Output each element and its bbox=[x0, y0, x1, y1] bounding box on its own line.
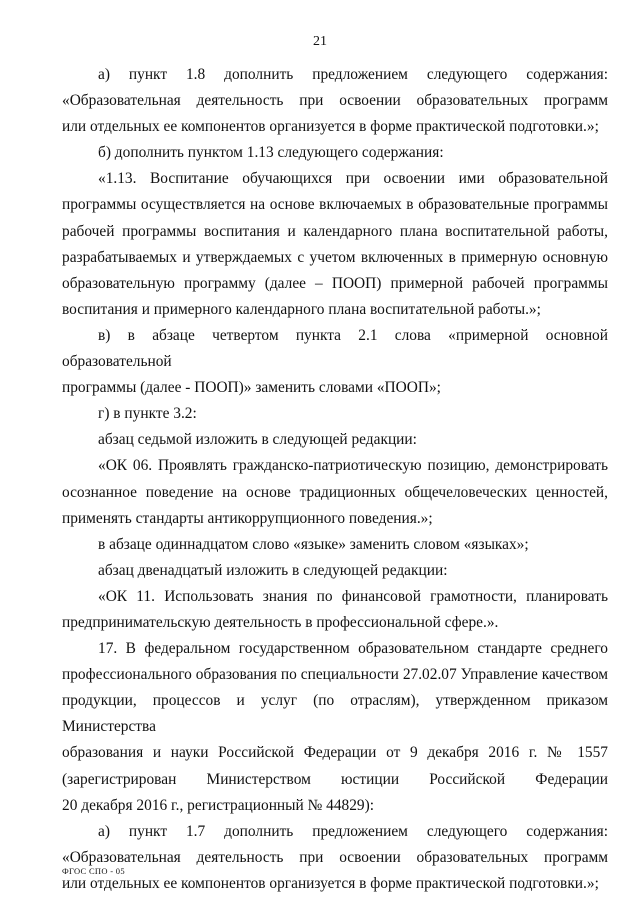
text-line: продукции, процессов и услуг (по отраслям), утвержденном приказом Министерства bbox=[62, 692, 608, 736]
text-line: а) пункт 1.7 дополнить предложением следующего содержания: bbox=[98, 822, 608, 840]
text-line: г) в пункте 3.2: bbox=[98, 405, 197, 423]
text-line: программы осуществляется на основе включаемых в образовательные программы bbox=[62, 196, 608, 214]
text-line: или отдельных ее компонентов организуется в форме практической подготовки.»; bbox=[62, 874, 599, 892]
text-line: или отдельных ее компонентов организуется в форме практической подготовки.»; bbox=[62, 118, 599, 136]
text-line: разрабатываемых и утверждаемых с учетом включенных в примерную основную bbox=[62, 248, 608, 266]
text-line: в) в абзаце четвертом пункта 2.1 слова «примерной основной образовательной bbox=[62, 326, 608, 371]
text-line: образования и науки Российской Федерации от 9 декабря 2016 г. № 1557 bbox=[62, 744, 608, 762]
text-line: б) дополнить пунктом 1.13 следующего содержания: bbox=[98, 144, 444, 162]
text-line: осознанное поведение на основе традиционных общечеловеческих ценностей, bbox=[62, 483, 608, 501]
text-line: а) пункт 1.8 дополнить предложением следующего содержания: bbox=[98, 66, 608, 83]
text-line: «1.13. Воспитание обучающихся при освоении ими образовательной bbox=[98, 170, 608, 188]
text-line: рабочей программы воспитания и календарного плана воспитательной работы, bbox=[62, 222, 608, 240]
text-line: программы (далее - ПООП)» заменить словами «ПООП»; bbox=[62, 379, 441, 397]
text-line: абзац седьмой изложить в следующей редакции: bbox=[98, 431, 417, 449]
text-line: 20 декабря 2016 г., регистрационный № 44829): bbox=[62, 796, 374, 814]
footer-code: ФГОС СПО - 05 bbox=[62, 866, 125, 876]
text-line: «ОК 11. Использовать знания по финансовой грамотности, планировать bbox=[98, 587, 608, 605]
page-number: 21 bbox=[313, 34, 327, 49]
text-line: абзац двенадцатый изложить в следующей редакции: bbox=[98, 561, 448, 579]
text-line: применять стандарты антикоррупционного поведения.»; bbox=[62, 509, 433, 527]
text-line: в абзаце одиннадцатом слово «языке» заменить словом «языках»; bbox=[98, 535, 529, 553]
text-line: «ОК 06. Проявлять гражданско-патриотическую позицию, демонстрировать bbox=[98, 457, 608, 475]
text-line: 17. В федеральном государственном образовательном стандарте среднего bbox=[98, 640, 608, 658]
text-line: «Образовательная деятельность при освоении образовательных программ bbox=[62, 92, 608, 110]
text-line: «Образовательная деятельность при освоении образовательных программ bbox=[62, 848, 608, 866]
text-line: образовательную программу (далее – ПООП) примерной рабочей программы bbox=[62, 274, 608, 292]
text-line: предпринимательскую деятельность в профессиональной сфере.». bbox=[62, 613, 499, 631]
text-line: профессионального образования по специальности 27.02.07 Управление качеством bbox=[62, 666, 608, 684]
text-line: (зарегистрирован Министерством юстиции Российской Федерации bbox=[62, 770, 608, 788]
document-body bbox=[62, 62, 608, 897]
text-line: воспитания и примерного календарного плана воспитательной работы.»; bbox=[62, 300, 541, 318]
